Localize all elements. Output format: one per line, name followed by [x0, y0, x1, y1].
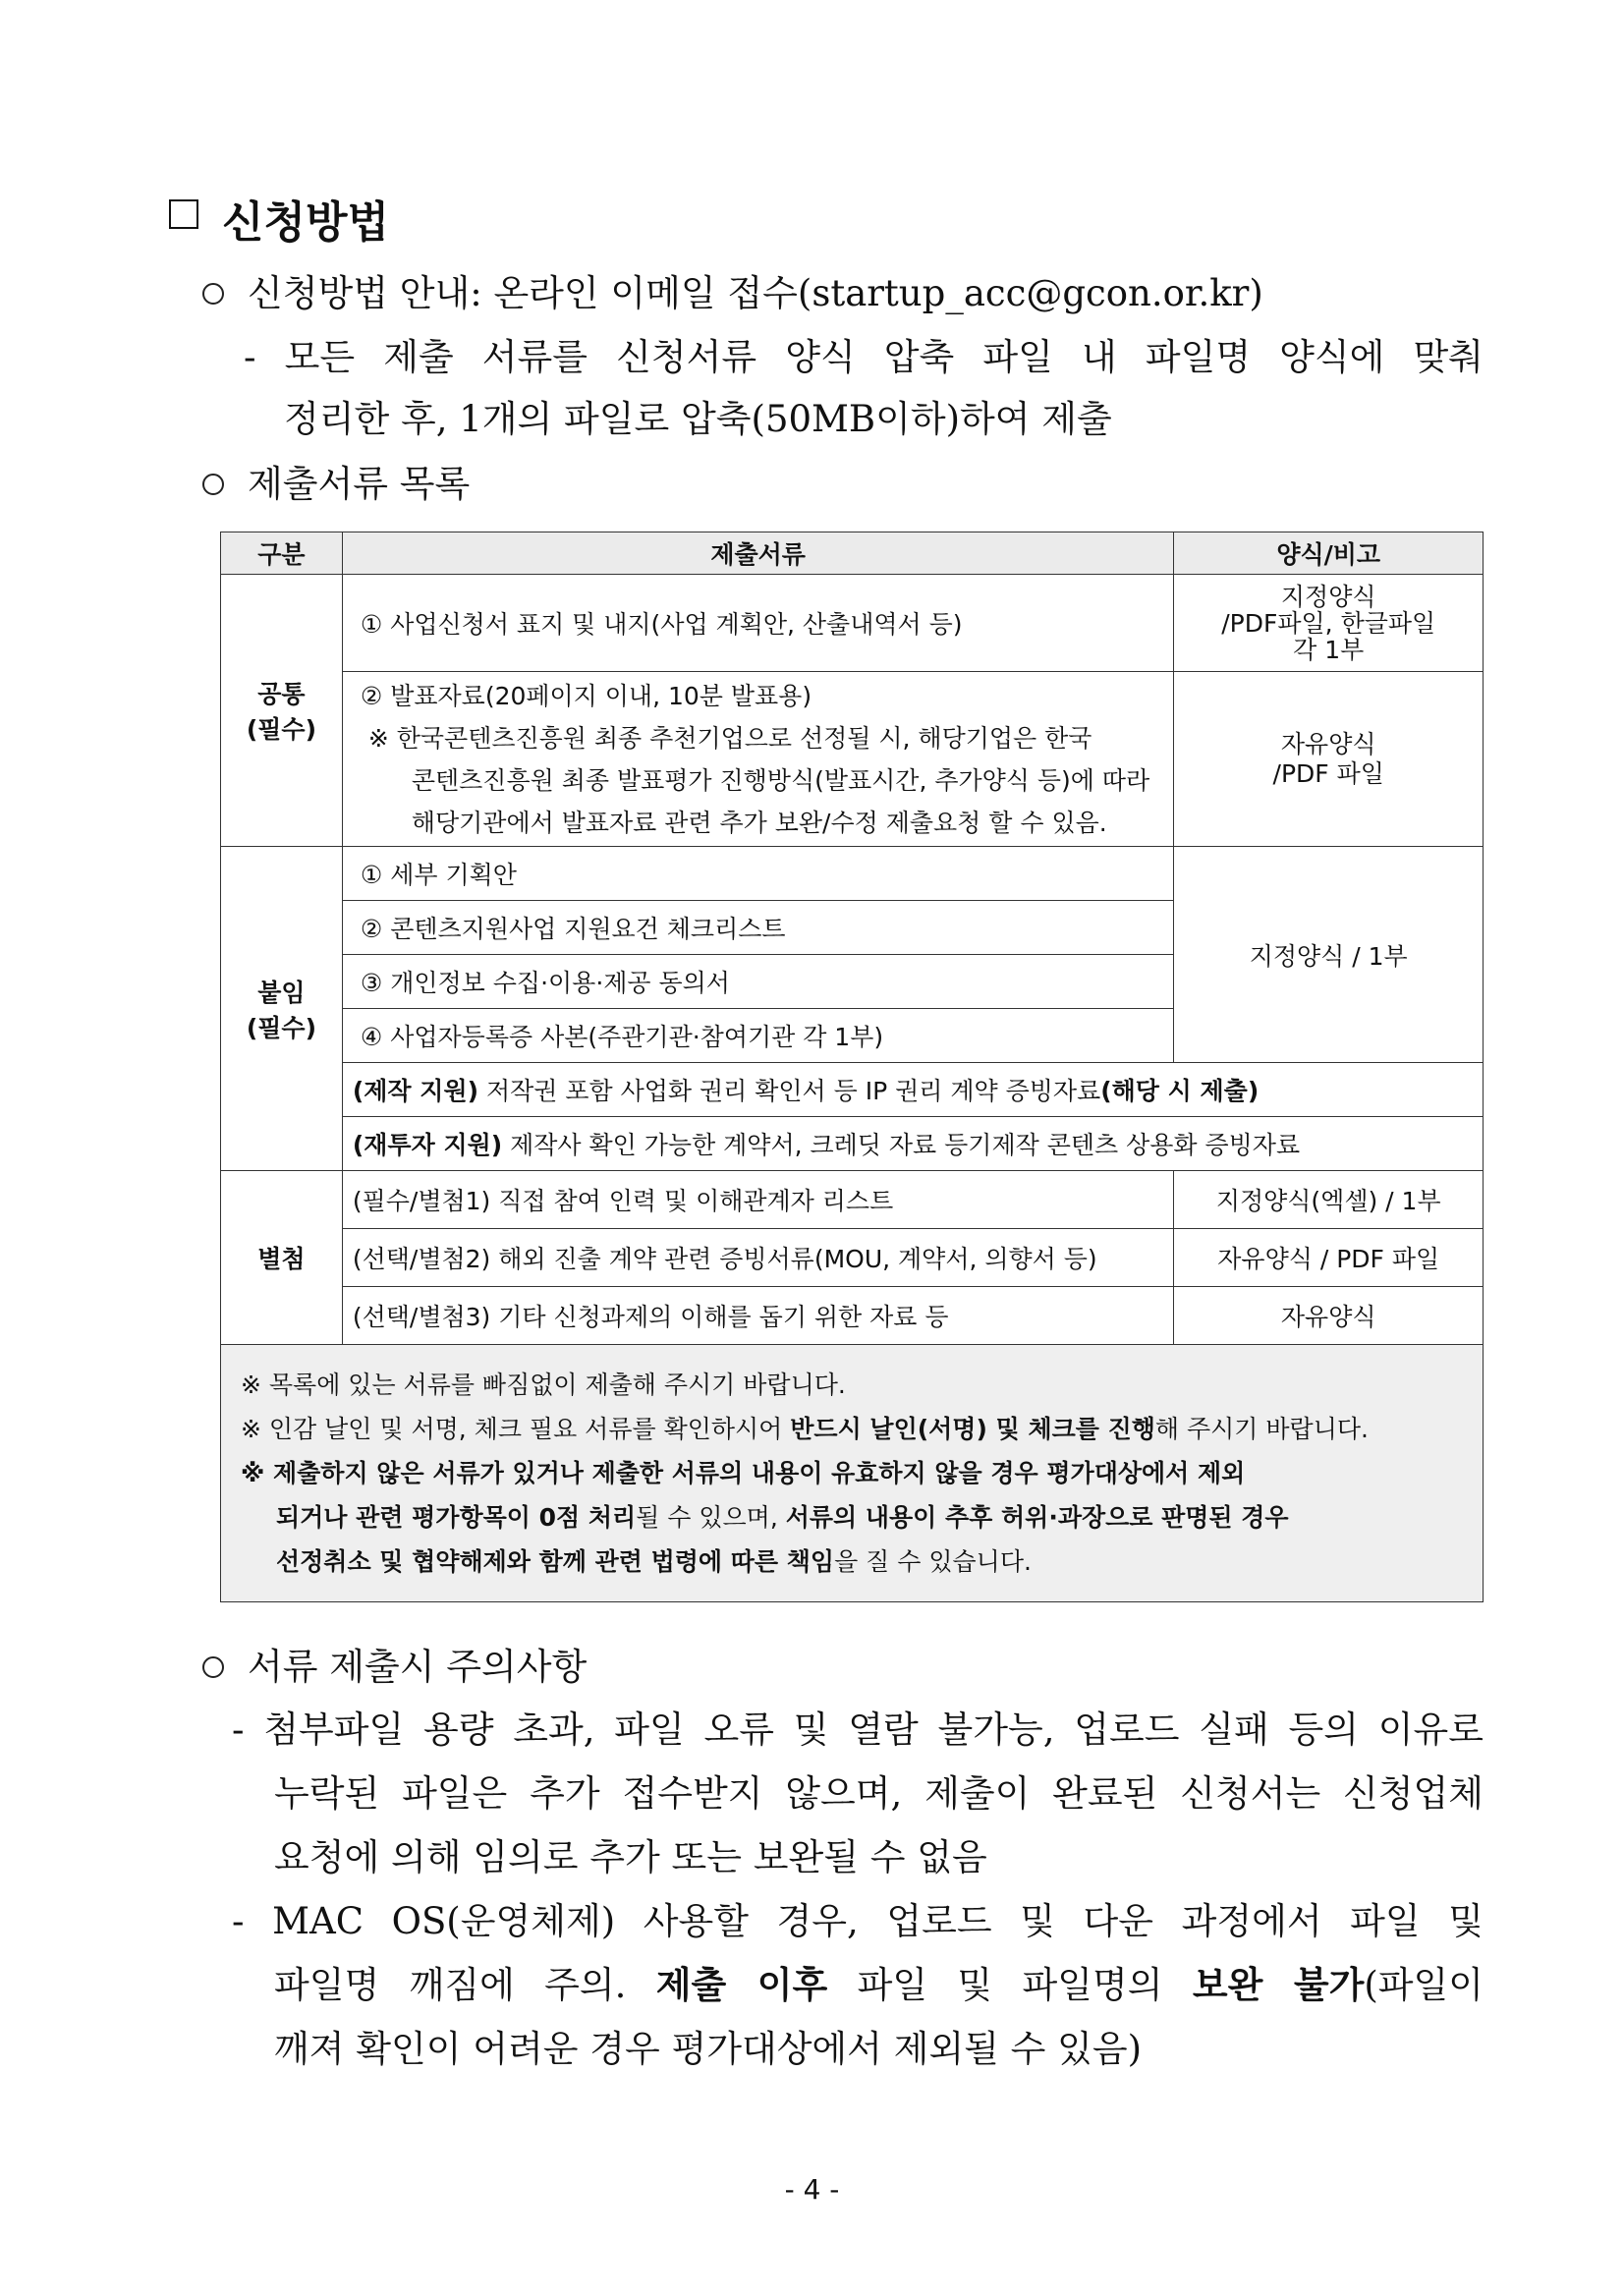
- note-2: ※ 인감 날인 및 서명, 체크 필요 서류를 확인하시어 반드시 날인(서명) 및 체크를 진행해 주시기 바랍니다.: [241, 1415, 1369, 1443]
- caution-p2-line-2: 파일명 깨짐에 주의. 제출 이후 파일 및 파일명의 보완 불가(파일이: [274, 1963, 1484, 2006]
- table-row: [221, 1063, 1484, 1117]
- table-row: [221, 1229, 1484, 1287]
- caution-title: 서류 제출시 주의사항: [202, 1637, 587, 1690]
- annex-doc-1: (필수/별첨1) 직접 참여 인력 및 이해관계자 리스트: [342, 1171, 1174, 1229]
- caution-p1-line-3: 요청에 의해 임의로 추가 또는 보완될 수 없음: [274, 1836, 987, 1878]
- annex-note-1: 지정양식(엑셀) / 1부: [1174, 1171, 1484, 1229]
- header-documents: 제출서류: [342, 532, 1174, 575]
- attach-doc-2: ② 콘텐츠지원사업 지원요건 체크리스트: [342, 901, 1174, 955]
- attach-doc-1: ① 세부 기획안: [342, 847, 1174, 901]
- apply-item-2: 제출서류 목록: [202, 454, 470, 507]
- note-1: ※ 목록에 있는 서류를 빠짐없이 제출해 주시기 바랍니다.: [241, 1371, 846, 1399]
- common-note-1: 지정양식 /PDF파일, 한글파일 각 1부: [1174, 575, 1484, 672]
- table-row: [221, 847, 1484, 901]
- attach-reinvestment-support: (재투자 지원) 제작사 확인 가능한 계약서, 크레딧 자료 등기제작 콘텐츠 상용화 증빙자료: [342, 1117, 1483, 1171]
- category-annex: 별첨: [221, 1171, 343, 1345]
- common-doc-1: ① 사업신청서 표지 및 내지(사업 계획안, 산출내역서 등): [342, 575, 1174, 672]
- circle-bullet-icon: [202, 1656, 224, 1678]
- caution-p1-line-2: 누락된 파일은 추가 접수받지 않으며, 제출이 완료된 신청서는 신청업체: [274, 1772, 1484, 1815]
- note-3-line-3: 선정취소 및 협약해제와 함께 관련 법령에 따른 책임을 질 수 있습니다.: [276, 1547, 1032, 1576]
- section-checkbox-icon: [169, 199, 198, 229]
- caution-p2-line-1: - MAC OS(운영체제) 사용할 경우, 업로드 및 다운 과정에서 파일 및: [232, 1900, 1484, 1942]
- table-row: [221, 1171, 1484, 1229]
- category-attach: 붙임 (필수): [221, 847, 343, 1171]
- header-category: 구분: [221, 532, 343, 575]
- caution-p1-line-1: - 첨부파일 용량 초과, 파일 오류 및 열람 불가능, 업로드 실패 등의 이유로: [232, 1708, 1484, 1751]
- caution-p2-line-3: 깨져 확인이 어려운 경우 평가대상에서 제외될 수 있음): [274, 2028, 1143, 2070]
- table-row: [221, 672, 1484, 847]
- table-header-row: [221, 532, 1484, 575]
- apply-item-1: 신청방법 안내: 온라인 이메일 접수(startup_acc@gcon.or.kr): [202, 263, 1263, 316]
- table-row: [221, 1345, 1484, 1602]
- annex-doc-2: (선택/별첨2) 해외 진출 계약 관련 증빙서류(MOU, 계약서, 의향서 등): [342, 1229, 1174, 1287]
- annex-note-2: 자유양식 / PDF 파일: [1174, 1229, 1484, 1287]
- page-number: - 4 -: [784, 2173, 840, 2206]
- attach-doc-3: ③ 개인정보 수집·이용·제공 동의서: [342, 955, 1174, 1009]
- annex-note-3: 자유양식: [1174, 1287, 1484, 1345]
- common-note-2: 자유양식 /PDF 파일: [1174, 672, 1484, 847]
- header-format: 양식/비고: [1174, 532, 1484, 575]
- annex-doc-3: (선택/별첨3) 기타 신청과제의 이해를 돕기 위한 자료 등: [342, 1287, 1174, 1345]
- notes-box: [221, 1345, 1484, 1602]
- attach-doc-4: ④ 사업자등록증 사본(주관기관·참여기관 각 1부): [342, 1009, 1174, 1063]
- table-row: [221, 1117, 1484, 1171]
- apply-item-1-sub-line-2: 정리한 후, 1개의 파일로 압축(50MB이하)하여 제출: [284, 398, 1112, 440]
- note-3-line-1: ※ 제출하지 않은 서류가 있거나 제출한 서류의 내용이 유효하지 않을 경우 평가대상에서 제외: [241, 1459, 1246, 1487]
- note-3-line-2: 되거나 관련 평가항목이 0점 처리될 수 있으며, 서류의 내용이 추후 허위·과장으로 판명된 경우: [276, 1503, 1289, 1532]
- apply-item-1-sub-line-1: - 모든 제출 서류를 신청서류 양식 압축 파일 내 파일명 양식에 맞춰: [244, 336, 1484, 378]
- table-row: [221, 1287, 1484, 1345]
- attach-note: 지정양식 / 1부: [1174, 847, 1484, 1063]
- circle-bullet-icon: [202, 283, 224, 305]
- table-row: [221, 575, 1484, 672]
- attach-production-support: (제작 지원) 저작권 포함 사업화 권리 확인서 등 IP 권리 계약 증빙자료(해당 시 제출): [342, 1063, 1483, 1117]
- documents-table: [220, 532, 1484, 1602]
- category-common: 공통 (필수): [221, 575, 343, 847]
- section-title: 신청방법: [222, 197, 390, 248]
- circle-bullet-icon: [202, 474, 224, 495]
- common-doc-2: ② 발표자료(20페이지 이내, 10분 발표용) ※ 한국콘텐츠진흥원 최종 추천기업으로 선정될 시, 해당기업은 한국 콘텐츠진흥원 최종 발표평가 진행방식(발표시간, 추가양식 등)에 따라 해당기관에서 발표자료 관련 추가 보완/수정 제출요청 할 수 있음.: [342, 672, 1174, 847]
